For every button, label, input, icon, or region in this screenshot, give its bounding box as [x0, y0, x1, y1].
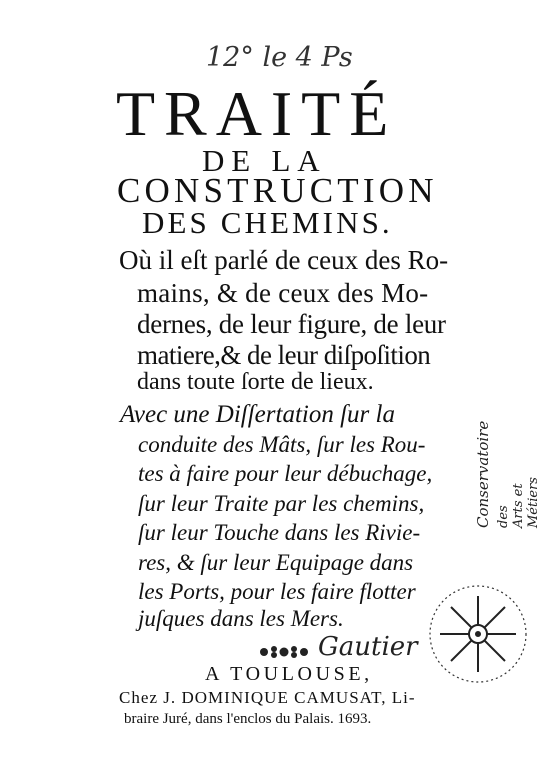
library-stamp — [474, 378, 541, 528]
stamp-line-2: des Arts et Métiers — [496, 477, 541, 528]
stamp-line-1: Conservatoire — [474, 420, 492, 528]
subtitle-line-3: tes à faire pour leur débuchage, — [138, 461, 433, 486]
description-line-1: Où il eſt parlé de ceux des Ro- — [119, 245, 449, 275]
owner-signature: Gautier — [318, 632, 418, 662]
description-line-4: matiere,& de leur diſpoſition — [137, 340, 431, 370]
imprint-publisher: Chez J. DOMINIQUE CAMUSAT, Li- — [119, 688, 416, 707]
subtitle-line-8: juſques dans les Mers. — [138, 606, 344, 631]
subtitle-line-6: res, & ſur leur Equipage dans — [138, 550, 414, 575]
title-line-3: CONSTRUCTION — [117, 171, 438, 210]
shelfmark: 12° le 4 Ps — [206, 42, 353, 73]
description-line-3: dernes, de leur figure, de leur — [137, 309, 446, 339]
imprint-address: braire Juré, dans l'enclos du Palais. 1693. — [124, 711, 372, 727]
subtitle-line-5: ſur leur Touche dans les Rivie- — [138, 520, 421, 545]
title-line-2: DE LA — [202, 143, 327, 178]
description-line-5: dans toute ſorte de lieux. — [137, 369, 374, 395]
printers-ornament — [258, 643, 310, 661]
title-line-1: TRAITÉ — [116, 78, 398, 149]
subtitle-line-1: Avec une Diſſertation ſur la — [120, 401, 395, 428]
subtitle-line-7: les Ports, pour les faire flotter — [138, 579, 416, 604]
title-line-4: DES CHEMINS. — [142, 205, 393, 240]
subtitle-line-4: ſur leur Traite par les chemins, — [138, 491, 425, 516]
star-stamp-ornament — [420, 578, 532, 696]
description-line-2: mains, & de ceux des Mo- — [137, 278, 429, 308]
imprint-city: A TOULOUSE, — [205, 663, 373, 685]
subtitle-line-2: conduite des Mâts, ſur les Rou- — [138, 432, 426, 457]
